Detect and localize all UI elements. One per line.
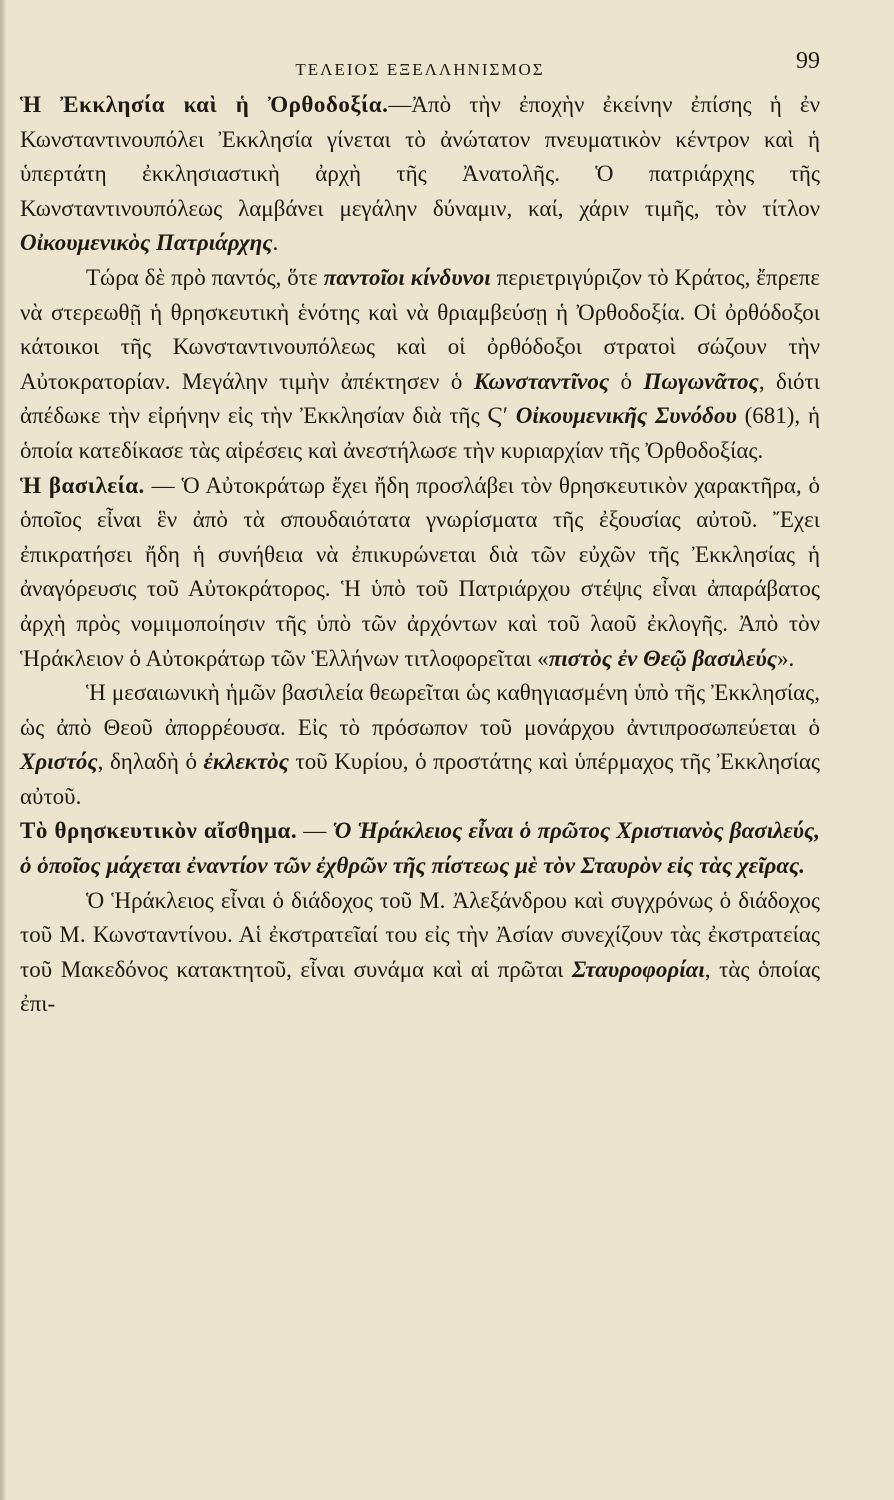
text-segment: ὁ <box>609 368 644 394</box>
page-header <box>20 40 820 88</box>
text-segment: , δηλαδὴ ὁ <box>97 749 204 775</box>
book-page <box>20 40 820 1022</box>
page-binding-edge <box>0 0 6 1500</box>
text-segment: Ὁ Ἡράκλειος εἶναι ὁ διάδοχος τοῦ Μ. Ἀλεξάνδρου καὶ συγχρόνως ὁ διάδοχος τοῦ Μ. Κωνσταντίνου. Αἱ ἐκστρατεῖαί του εἰς τὴν Ἀσίαν συνεχίζουν τὰς ἐκστρατείας τοῦ Μακεδόνος κατακτητοῦ, εἶναι συνάμα καὶ αἱ πρῶται <box>20 887 820 982</box>
paragraph <box>20 884 820 1022</box>
emphasized-text: Χριστός <box>20 749 98 775</box>
paragraph-heading: Ἡ Ἐκκλησία καὶ ἡ Ὀρθοδοξία. <box>20 92 389 117</box>
emphasized-text: Σταυροφορίαι <box>571 956 705 982</box>
paragraph <box>20 261 820 469</box>
emphasized-text: Κωνσταντῖνος <box>473 368 610 394</box>
text-segment: . <box>272 230 279 256</box>
text-segment: περιετριγύριζον τὸ Κράτος, ἔπρεπε νὰ στερεωθῇ ἡ θρησκευτικὴ ἑνότης καὶ νὰ θριαμβεύσῃ ἡ Ὀρθοδοξία. Οἱ ὀρθόδοξοι κάτοικοι τῆς Κωνσταντινουπόλεως καὶ οἱ ὀρθόδοξοι στρατοὶ σώζουν τὴν Αὐτοκρατορίαν. Μεγάλην τιμὴν ἀπέκτησεν ὁ <box>20 264 820 394</box>
text-segment: Ἡ μεσαιωνικὴ ἡμῶν βασιλεία θεωρεῖται ὡς καθηγιασμένη ὑπὸ τῆς Ἐκκλησίας, ὡς ἀπὸ Θεοῦ ἀπορρέουσα. Εἰς τὸ πρόσωπον τοῦ μονάρχου ἀντιπροσωπεύεται ὁ <box>20 680 820 740</box>
text-segment: —Ἀπὸ τὴν ἐποχὴν ἐκείνην ἐπίσης ἡ ἐν Κωνσταντινουπόλει Ἐκκλησία γίνεται τὸ ἀνώτατον πνευματικὸν κέντρον καὶ ἡ ὑπερτάτη ἐκκλησιαστικὴ ἀρχὴ τῆς Ἀνατολῆς. Ὁ πατριάρχης τῆς Κωνσταντινουπόλεως λαμβάνει μεγάλην δύναμιν, καί, χάριν τιμῆς, τὸν τίτλον <box>20 92 820 221</box>
emphasized-text: Οἰκουμενικὸς Πατριάρχης <box>20 230 273 256</box>
emphasized-text: Πωγωνᾶτος <box>643 368 759 394</box>
page-number: 99 <box>796 48 820 74</box>
text-segment: τοῦ Κυρίου, ὁ προστάτης καὶ ὑπέρμαχος τῆς Ἐκκλησίας αὐτοῦ. <box>20 749 821 809</box>
emphasized-text: Οἰκουμενικῆς Συνόδου <box>515 403 737 429</box>
paragraph-heading: Τὸ θρησκευτικὸν αἴσθημα. <box>20 818 298 844</box>
text-segment: — Ὁ Αὐτοκράτωρ ἔχει ἤδη προσλάβει τὸν θρησκευτικὸν χαρακτῆρα, ὁ ὁποῖος εἶναι ἓν ἀπὸ τὰ σπουδαιότατα γνωρίσματα τῆς ἐξουσίας αὐτοῦ. Ἔχει ἐπικρατήσει ἤδη ἡ συνήθεια νὰ ἐπικυρώνεται διὰ τῶν εὐχῶν τῆς Ἐκκλησίας ἡ ἀναγόρευσις τοῦ Αὐτοκράτορος. Ἡ ὑπὸ τοῦ Πατριάρχου στέψις εἶναι ἀπαράβατος ἀρχὴ πρὸς νομιμοποίησιν τῆς ὑπὸ τῶν ἀρχόντων καὶ τοῦ λαοῦ ἐκλογῆς. Ἀπὸ τὸν Ἡράκλειον ὁ Αὐτοκράτωρ τῶν Ἑλλήνων τιτλοφορεῖται « <box>20 472 820 671</box>
text-segment: , διότι ἀπέδωκε τὴν εἰρήνην εἰς τὴν Ἐκκλησίαν διὰ τῆς Ϛ′ <box>20 368 820 429</box>
paragraph <box>20 676 820 814</box>
paragraph <box>20 88 820 261</box>
emphasized-text: παντοῖοι κίνδυνοι <box>323 264 491 290</box>
text-segment: Τώρα δὲ πρὸ παντός, ὅτε <box>86 264 324 290</box>
emphasized-text: ἐκλεκτὸς <box>203 749 289 775</box>
text-segment: — <box>297 818 333 844</box>
emphasized-text: πιστὸς ἐν Θεῷ βασιλεύς <box>548 645 777 671</box>
text-segment: ». <box>776 645 795 671</box>
paragraph <box>20 469 820 677</box>
emphasized-text: Ὁ Ἡράκλειος εἶναι ὁ πρῶτος Χριστιανὸς βασιλεύς, ὁ ὁποῖος μάχεται ἐναντίον τῶν ἐχθρῶν τῆς πίστεως μὲ τὸν Σταυρὸν εἰς τὰς χεῖρας. <box>20 818 820 879</box>
paragraph <box>20 814 820 883</box>
body-text <box>20 88 820 1022</box>
text-segment: (681), ἡ ὁποία κατεδίκασε τὰς αἱρέσεις καὶ ἀνεστήλωσε τὴν κυριαρχίαν τῆς Ὀρθοδοξίας. <box>20 403 820 463</box>
text-segment: , τὰς ὁποίας ἐπι- <box>20 956 821 1017</box>
paragraph-heading: Ἡ βασιλεία. <box>20 472 145 498</box>
running-title: ΤΕΛΕΙΟΣ ΕΞΕΛΛΗΝΙΣΜΟΣ <box>295 60 545 79</box>
